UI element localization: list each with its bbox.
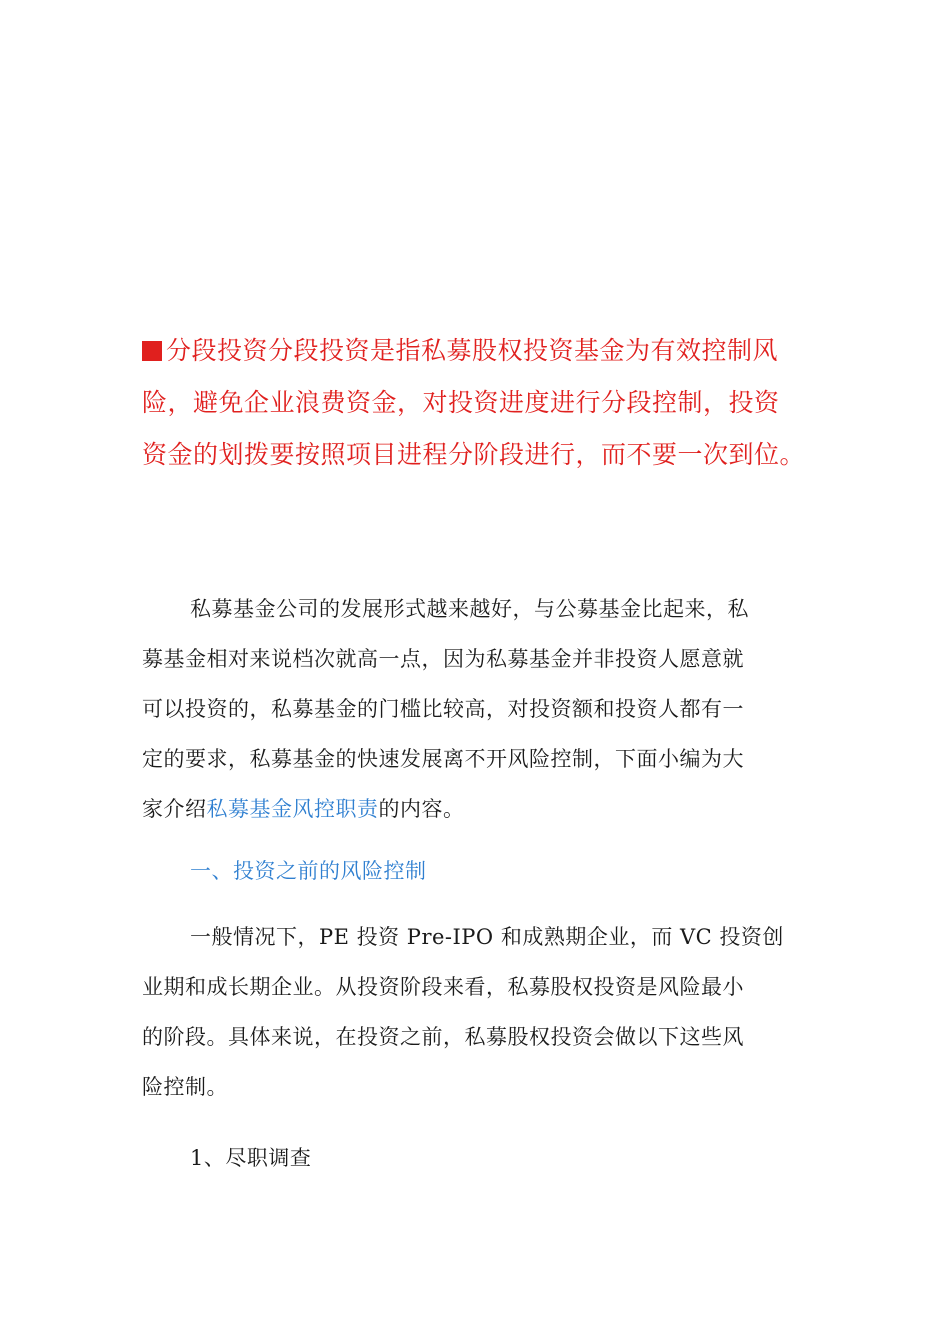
section-heading <box>142 846 822 896</box>
para2-line-1: 一般情况下，PE 投资 Pre-IPO 和成熟期企业，而 VC 投资创 <box>190 925 784 949</box>
intro-line-3: 可以投资的，私募基金的门槛比较高，对投资额和投资人都有一 <box>142 697 744 721</box>
highlight-line-2: 险，避免企业浪费资金，对投资进度进行分段控制，投资 <box>142 388 780 417</box>
subsection-heading-text: 1、尽职调查 <box>190 1146 312 1170</box>
intro-line-4: 定的要求，私募基金的快速发展离不开风险控制，下面小编为大 <box>142 747 744 771</box>
intro-line-5-prefix: 家介绍 <box>142 797 207 821</box>
highlight-paragraph <box>142 325 822 481</box>
highlight-line-1 <box>142 325 822 377</box>
intro-paragraph <box>142 584 822 834</box>
section-heading-text: 一、投资之前的风险控制 <box>190 859 427 883</box>
intro-line-5 <box>142 784 822 834</box>
highlight-line-3: 资金的划拨要按照项目进程分阶段进行，而不要一次到位。 <box>142 440 806 469</box>
para2-line-2: 业期和成长期企业。从投资阶段来看，私募股权投资是风险最小 <box>142 975 744 999</box>
intro-line-2: 募基金相对来说档次就高一点，因为私募基金并非投资人愿意就 <box>142 647 744 671</box>
intro-line-5-suffix: 的内容。 <box>378 797 465 821</box>
subsection-heading <box>142 1133 822 1183</box>
para2-line-3: 的阶段。具体来说，在投资之前，私募股权投资会做以下这些风 <box>142 1025 744 1049</box>
investment-stage-paragraph <box>142 912 822 1112</box>
fund-risk-duty-link[interactable]: 私募基金风控职责 <box>206 797 379 821</box>
highlight-line-1-text: 分段投资分段投资是指私募股权投资基金为有效控制风 <box>166 336 779 365</box>
intro-line-1: 私募基金公司的发展形式越来越好，与公募基金比起来，私 <box>190 597 749 621</box>
para2-line-4: 险控制。 <box>142 1075 228 1099</box>
red-square-bullet-icon <box>142 341 162 361</box>
